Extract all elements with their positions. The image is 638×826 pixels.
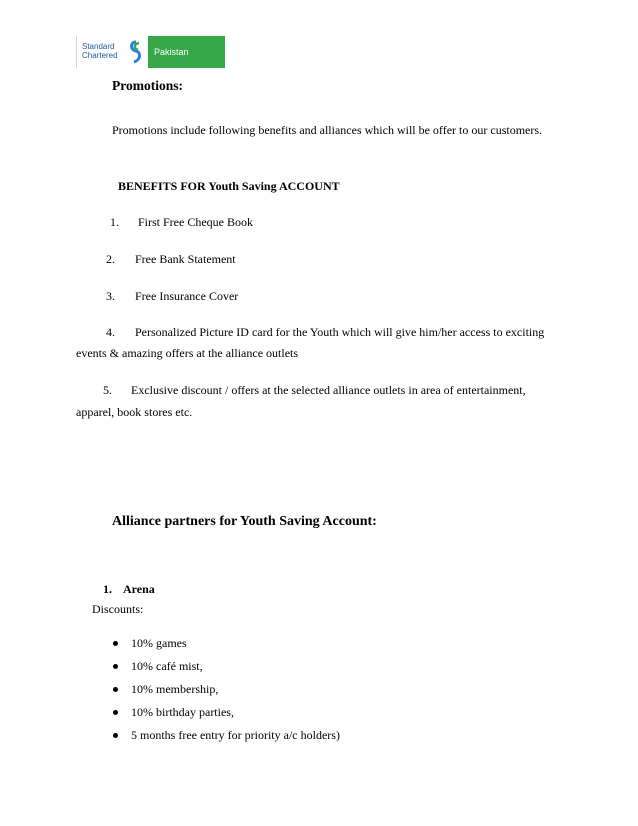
promotions-intro: Promotions include following benefits and alliances which will be offer to our customers. bbox=[112, 123, 543, 137]
partner-num: 1. bbox=[103, 582, 112, 596]
benefit-4-line1: Personalized Picture ID card for the Youth which will give him/her access to exciting bbox=[135, 325, 545, 339]
discount-item-3: 10% membership, bbox=[131, 682, 219, 696]
logo-line2: Chartered bbox=[82, 51, 118, 60]
benefit-3-num: 3. bbox=[106, 289, 115, 303]
promotions-heading: Promotions: bbox=[112, 78, 183, 93]
bullet-icon bbox=[113, 733, 118, 738]
benefits-heading: BENEFITS FOR Youth Saving ACCOUNT bbox=[118, 179, 340, 193]
bullet-icon bbox=[113, 641, 118, 646]
benefit-5-line1: Exclusive discount / offers at the selected alliance outlets in area of entertainment, bbox=[131, 383, 526, 397]
benefit-5-line2: apparel, book stores etc. bbox=[76, 405, 193, 419]
benefit-4-line2: events & amazing offers at the alliance outlets bbox=[76, 346, 299, 360]
bullet-icon bbox=[113, 710, 118, 715]
benefit-2-num: 2. bbox=[106, 252, 115, 266]
partner-name: Arena bbox=[123, 582, 155, 596]
discount-item-2: 10% café mist, bbox=[131, 659, 203, 673]
bullet-icon bbox=[113, 664, 118, 669]
benefit-1-num: 1. bbox=[110, 215, 119, 229]
benefit-3-text: Free Insurance Cover bbox=[135, 289, 239, 303]
standard-chartered-logo-icon bbox=[127, 40, 145, 64]
logo bbox=[76, 36, 225, 68]
benefit-2-text: Free Bank Statement bbox=[135, 252, 236, 266]
discount-item-5: 5 months free entry for priority a/c holders) bbox=[131, 728, 340, 742]
bullet-icon bbox=[113, 687, 118, 692]
benefit-4-num: 4. bbox=[106, 325, 115, 339]
discounts-label: Discounts: bbox=[92, 602, 144, 616]
logo-country: Pakistan bbox=[154, 47, 189, 57]
discount-item-4: 10% birthday parties, bbox=[131, 705, 234, 719]
logo-country-panel bbox=[148, 36, 225, 68]
logo-brand-panel bbox=[76, 36, 149, 68]
discount-item-1: 10% games bbox=[131, 636, 187, 650]
alliance-heading: Alliance partners for Youth Saving Account: bbox=[112, 514, 377, 529]
benefit-1-text: First Free Cheque Book bbox=[138, 215, 253, 229]
logo-line1: Standard bbox=[82, 42, 115, 51]
benefit-5-num: 5. bbox=[103, 383, 112, 397]
